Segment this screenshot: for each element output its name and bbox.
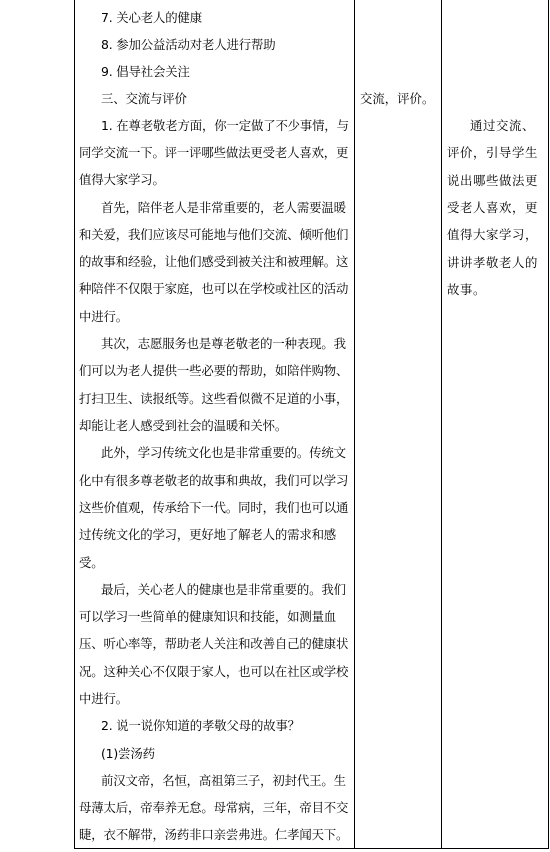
content-line: 三、交流与评价 <box>101 91 187 106</box>
content-line: 们可以为老人提供一些必要的帮助，如陪伴购物、 <box>79 363 349 378</box>
intent-line: 评价，引导学生 <box>447 145 538 160</box>
content-line: 打扫卫生、读报纸等。这些看似微不足道的小事， <box>79 391 349 406</box>
content-line: 受。 <box>79 555 104 570</box>
content-line: 压、听心率等，帮助老人关注和改善自己的健康状 <box>79 636 349 651</box>
table-divider-2 <box>441 0 442 849</box>
content-line: 过传统文化的学习，更好地了解老人的需求和感 <box>79 527 337 542</box>
content-line: 睫，衣不解带，汤药非口亲尝弗进。仁孝闻天下。 <box>79 827 349 842</box>
intent-line: 值得大家学习， <box>447 227 538 242</box>
table-border-right <box>548 0 549 849</box>
content-line: 此外，学习传统文化也是非常重要的。传统文 <box>101 445 346 460</box>
content-line: 况。这种关心不仅限于家人，也可以在社区或学校 <box>79 664 349 679</box>
content-line: 可以学习一些简单的健康知识和技能，如测量血 <box>79 609 337 624</box>
content-line: 2. 说一说你知道的孝敬父母的故事？ <box>101 718 300 733</box>
table-divider-1 <box>354 0 355 849</box>
activity-line: 交流，评价。 <box>360 91 435 106</box>
content-line: 同学交流一下。评一评哪些做法更受老人喜欢，更 <box>79 145 349 160</box>
content-line: 化中有很多尊老敬老的故事和典故，我们可以学习 <box>79 473 349 488</box>
intent-line: 通过交流、 <box>470 118 535 133</box>
content-line: 7. 关心老人的健康 <box>101 10 202 25</box>
intent-line: 受老人喜欢，更 <box>447 200 538 215</box>
intent-line: 讲讲孝敬老人的 <box>447 255 538 270</box>
intent-line: 故事。 <box>447 282 486 297</box>
content-line: 其次，志愿服务也是尊老敬老的一种表现。我 <box>101 336 346 351</box>
content-line: 值得大家学习。 <box>79 172 165 187</box>
content-line: 种陪伴不仅限于家庭，也可以在学校或社区的活动 <box>79 281 349 296</box>
content-line: 的故事和经验，让他们感受到被关注和被理解。这 <box>79 254 349 269</box>
content-line: 母薄太后，帝奉养无怠。母常病，三年，帝目不交 <box>79 800 349 815</box>
content-line: 中进行。 <box>79 691 128 706</box>
content-line: 中进行。 <box>79 309 128 324</box>
content-line: 却能让老人感受到社会的温暖和关怀。 <box>79 418 288 433</box>
content-line: 和关爱，我们应该尽可能地与他们交流、倾听他们 <box>79 227 349 242</box>
content-line: 8. 参加公益活动对老人进行帮助 <box>101 37 276 52</box>
content-line: (1)尝汤药 <box>101 746 155 761</box>
content-line: 9. 倡导社会关注 <box>101 64 190 79</box>
content-line: 首先，陪伴老人是非常重要的，老人需要温暖 <box>101 200 346 215</box>
intent-line: 说出哪些做法更 <box>447 173 538 188</box>
content-line: 1. 在尊老敬老方面，你一定做了不少事情，与 <box>101 118 349 133</box>
table-border-bottom <box>74 848 549 849</box>
content-line: 这些价值观，传承给下一代。同时，我们也可以通 <box>79 500 349 515</box>
content-line: 最后，关心老人的健康也是非常重要的。我们 <box>101 582 346 597</box>
table-border-left <box>74 0 75 849</box>
content-line: 前汉文帝，名恒，高祖第三子，初封代王。生 <box>101 773 346 788</box>
